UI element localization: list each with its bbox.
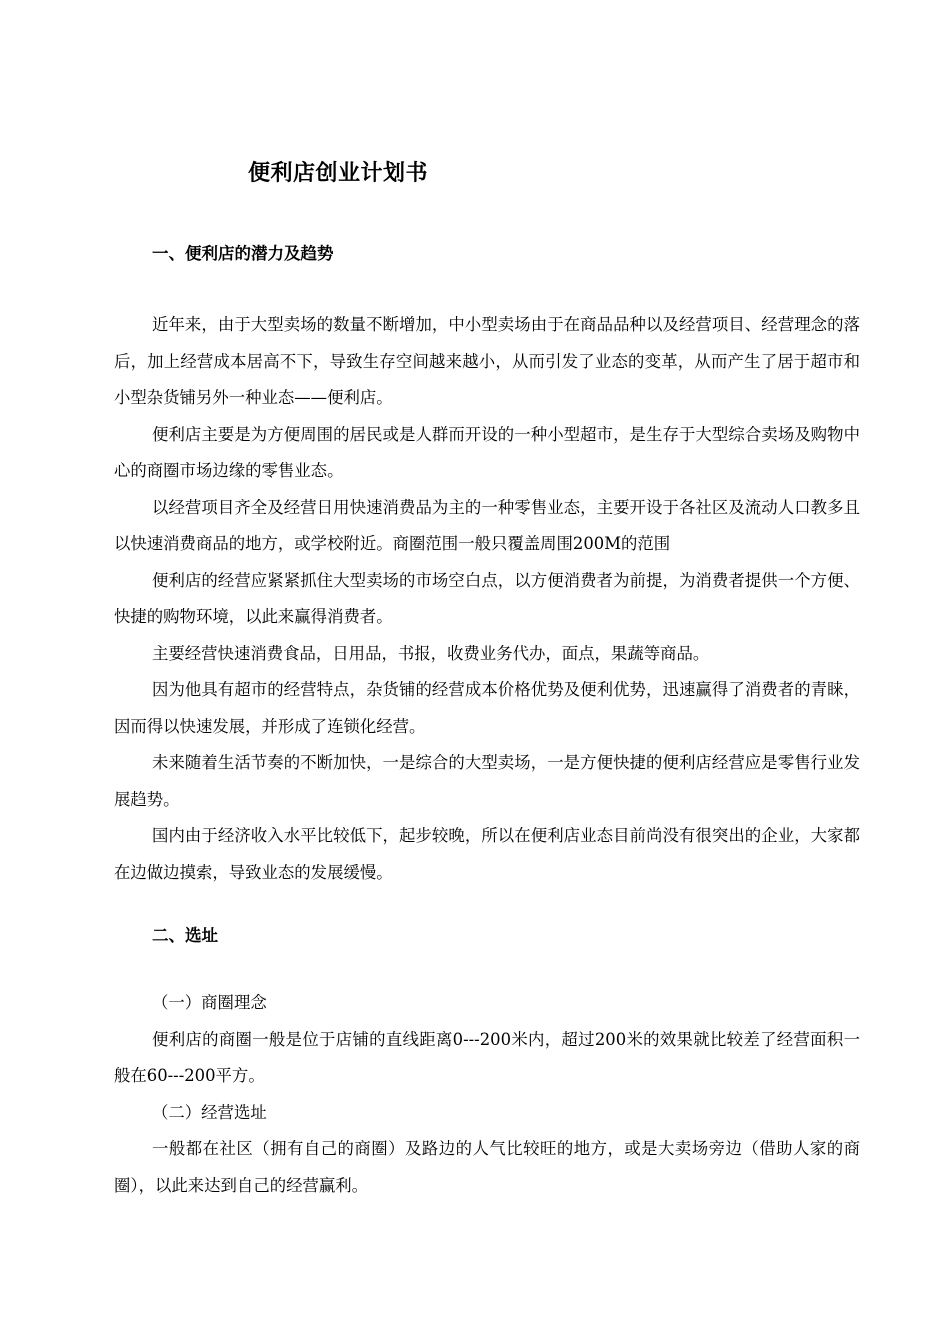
subheading-location: （二）经营选址 — [152, 1102, 267, 1122]
paragraph: 便利店的经营应紧紧抓住大型卖场的市场空白点，以方便消费者为前提，为消费者提供一个方便、快捷的购物环境，以此来赢得消费者。 — [114, 570, 860, 626]
section-heading-potential-trends: 一、便利店的潜力及趋势 — [152, 244, 334, 263]
paragraph: 一般都在社区（拥有自己的商圈）及路边的人气比较旺的地方，或是大卖场旁边（借助人家的商圈），以此来达到自己的经营赢利。 — [114, 1139, 860, 1195]
paragraph: 以经营项目齐全及经营日用快速消费品为主的一种零售业态，主要开设于各社区及流动人口教多且以快速消费商品的地方，或学校附近。商圈范围一般只覆盖周围200M的范围 — [114, 497, 860, 553]
paragraph: 国内由于经济收入水平比较低下，起步较晚，所以在便利店业态目前尚没有很突出的企业，大家都在边做边摸索，导致业态的发展缓慢。 — [114, 826, 860, 882]
paragraph: 便利店主要是为方便周围的居民或是人群而开设的一种小型超市，是生存于大型综合卖场及购物中心的商圈市场边缘的零售业态。 — [114, 424, 860, 480]
paragraph: 便利店的商圈一般是位于店铺的直线距离0---200米内，超过200米的效果就比较差了经营面积一般在60---200平方。 — [114, 1029, 860, 1085]
paragraph: 因为他具有超市的经营特点，杂货铺的经营成本价格优势及便利优势，迅速赢得了消费者的青睐，因而得以快速发展，并形成了连锁化经营。 — [114, 680, 860, 736]
section-body-potential-trends — [114, 307, 860, 891]
paragraph: 未来随着生活节奏的不断加快，一是综合的大型卖场，一是方便快捷的便利店经营应是零售行业发展趋势。 — [114, 753, 860, 809]
section-heading-site-selection: 二、选址 — [152, 926, 218, 945]
subheading-trade-area: （一）商圈理念 — [152, 993, 267, 1012]
paragraph: 主要经营快速消费食品，日用品，书报，收费业务代办，面点，果蔬等商品。 — [152, 643, 710, 663]
section-body-site-selection — [114, 985, 860, 1204]
paragraph: 近年来，由于大型卖场的数量不断增加，中小型卖场由于在商品品种以及经营项目、经营理念的落后，加上经营成本居高不下，导致生存空间越来越小，从而引发了业态的变革，从而产生了居于超市和小型杂货铺另外一种业态——便利店。 — [114, 315, 860, 407]
document-title: 便利店创业计划书 — [248, 161, 429, 186]
